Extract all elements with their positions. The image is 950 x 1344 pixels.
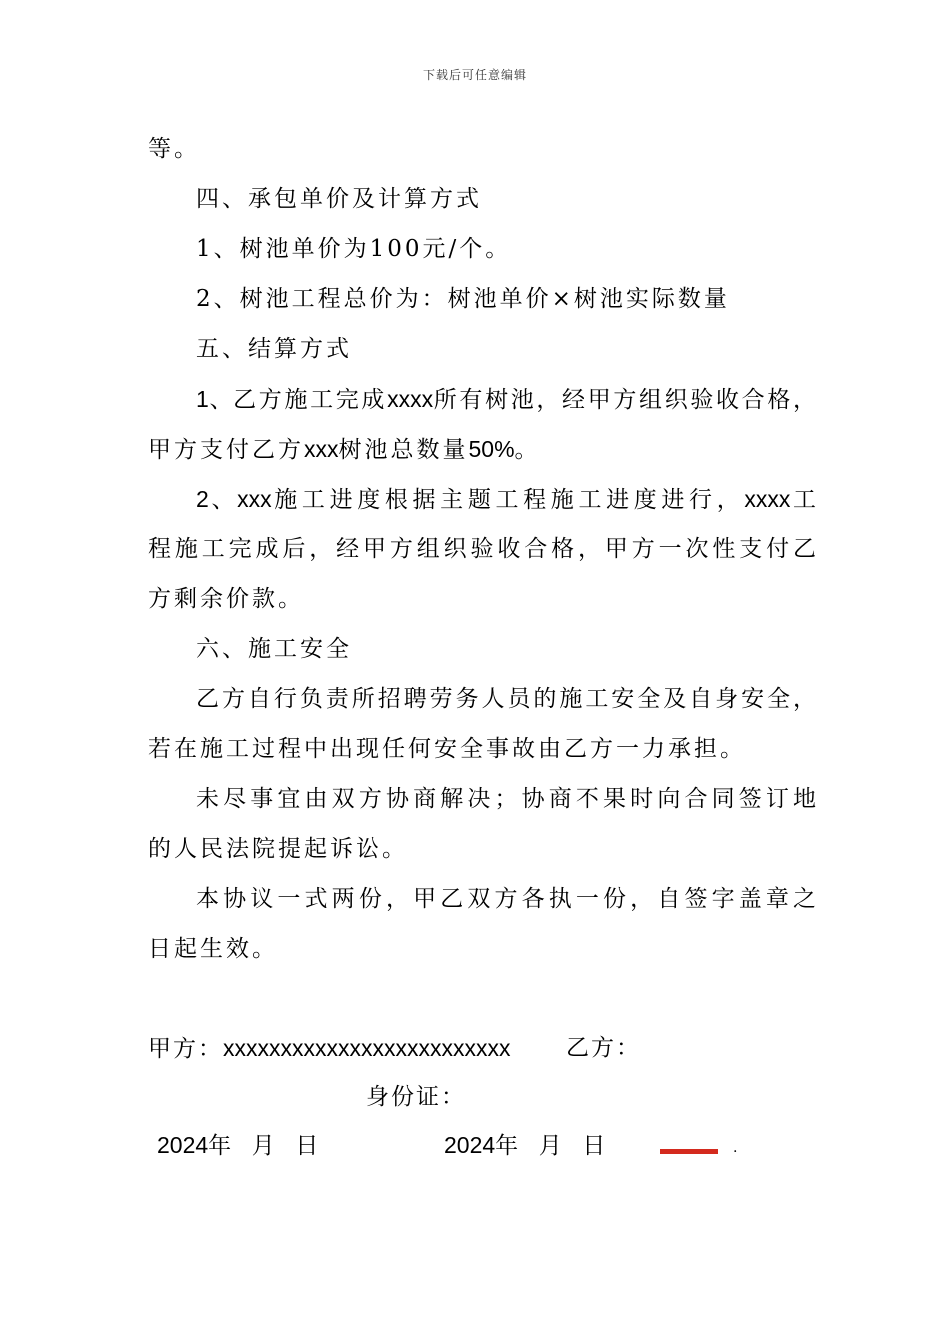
- paragraph-line: 若在施工过程中出现任何安全事故由乙方一力承担。: [148, 736, 746, 762]
- paragraph-line: 未尽事宜由双方协商解决；协商不果时向合同签订地: [196, 786, 818, 812]
- paragraph-line: 方剩余价款。: [148, 586, 304, 612]
- text-run: 。: [514, 437, 541, 463]
- party-a-value: xxxxxxxxxxxxxxxxxxxxxxxxx: [223, 1035, 511, 1061]
- party-a-label: 甲方：: [148, 1036, 223, 1062]
- date-b-year: 2024: [444, 1132, 496, 1158]
- text-run: 施工进度根据主题工程施工进度进行，: [271, 487, 745, 513]
- text-run: xxx: [304, 436, 339, 462]
- paragraph-line: 2、树池工程总价为：树池单价×树池实际数量: [196, 286, 730, 312]
- text-run: 工: [790, 487, 819, 513]
- paragraph-line: 乙方自行负责所招聘劳务人员的施工安全及自身安全，: [196, 686, 818, 712]
- text-run: 所有树池，经甲方组织验收合格，: [433, 387, 819, 413]
- text-run: 甲方支付乙方: [148, 437, 304, 463]
- page-header: 下载后可任意编辑: [422, 68, 527, 82]
- paragraph-line: 程施工完成后，经甲方组织验收合格，甲方一次性支付乙: [148, 536, 818, 562]
- text-run: xxxx: [387, 386, 434, 412]
- party-a-line: [148, 1033, 511, 1064]
- paragraph-line: 本协议一式两份，甲乙双方各执一份，自签字盖章之: [196, 886, 818, 912]
- date-b: [444, 1130, 607, 1161]
- text-run: 1、: [196, 386, 234, 412]
- section-heading-6: 六、施工安全: [196, 636, 352, 662]
- text-run: 2、xxx: [196, 486, 272, 512]
- trailing-dot: .: [733, 1140, 738, 1156]
- paragraph-line: [148, 434, 541, 465]
- section-heading-5: 五、结算方式: [196, 336, 352, 362]
- id-card-label: 身份证：: [366, 1084, 466, 1110]
- date-b-rest: 年 月 日: [495, 1133, 608, 1159]
- date-a: [157, 1130, 320, 1161]
- date-a-year: 2024: [157, 1132, 209, 1158]
- text-run: 树池总数量: [338, 437, 469, 463]
- date-a-rest: 年 月 日: [208, 1133, 321, 1159]
- paragraph-line: 1、树池单价为100元/个。: [196, 236, 512, 262]
- paragraph-line: 等。: [148, 136, 200, 162]
- paragraph-line: [196, 484, 818, 515]
- paragraph-line: 的人民法院提起诉讼。: [148, 836, 408, 862]
- paragraph-line: [196, 384, 818, 415]
- party-b-label: 乙方：: [566, 1035, 641, 1061]
- text-run: 50%: [468, 436, 515, 462]
- section-heading-4: 四、承包单价及计算方式: [196, 186, 482, 212]
- text-run: xxxx: [744, 486, 791, 512]
- paragraph-line: 日起生效。: [148, 936, 278, 962]
- red-underline-mark: [660, 1149, 718, 1154]
- text-run: 乙方施工完成: [233, 387, 388, 413]
